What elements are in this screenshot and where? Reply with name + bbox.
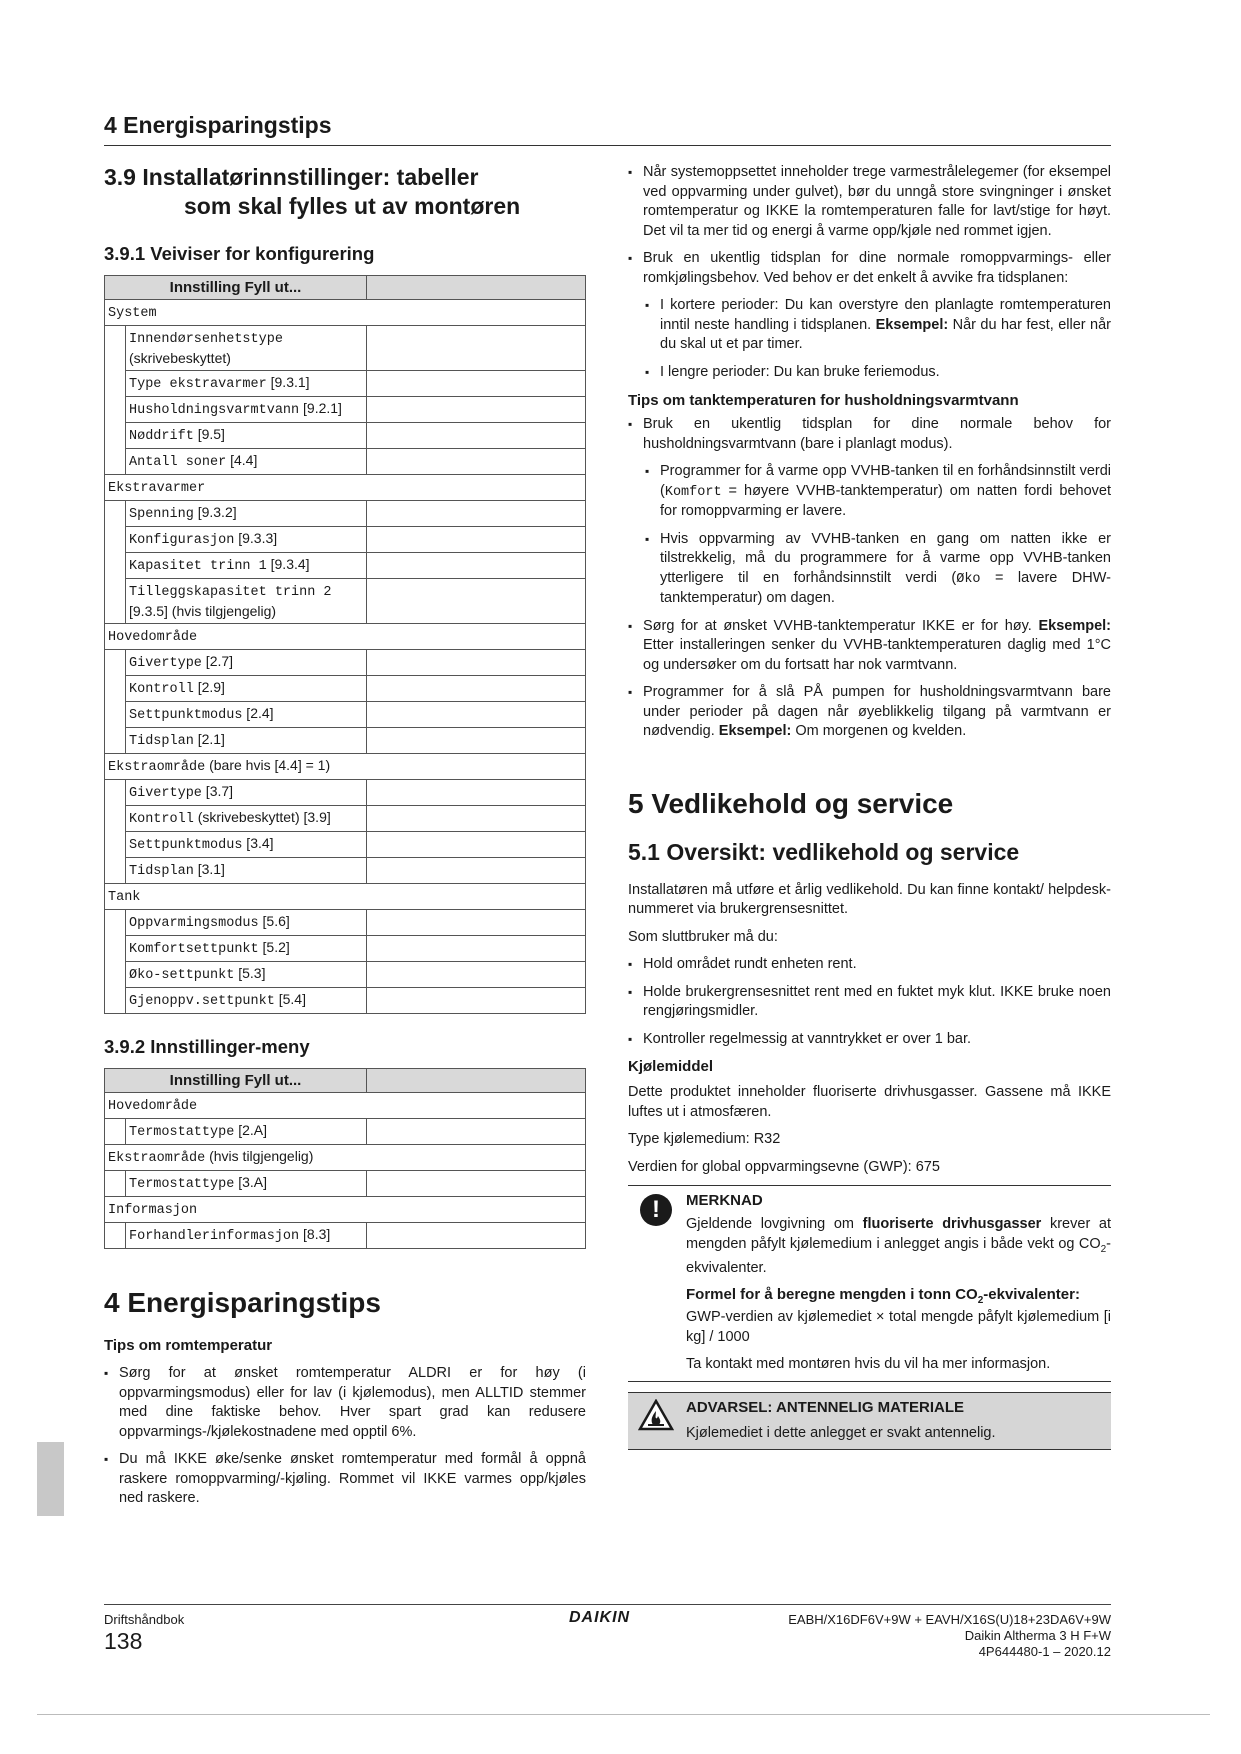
setting-name: Kapasitet trinn 1 — [129, 559, 267, 574]
setting-row — [126, 832, 367, 858]
group-row-ekstraomrade — [105, 754, 586, 780]
item-example-label: Eksempel: — [875, 316, 949, 333]
setting-row — [126, 449, 367, 475]
setting-name: Husholdningsvarmtvann — [129, 403, 300, 418]
tank-tips-list — [628, 415, 1111, 454]
item-text: Sørg for at ønsket VVHB-tanktemperatur IKKE er for høy. — [643, 617, 1039, 634]
setting-name: Settpunktmodus — [129, 708, 243, 723]
setting-ref: [3.7] — [201, 783, 234, 799]
setting-row — [126, 780, 367, 806]
footer-doc-type: Driftshåndbok — [104, 1612, 185, 1627]
setting-ref: [5.4] — [274, 991, 306, 1007]
setting-ref: [9.3.4] — [266, 556, 310, 572]
room-temp-tips-list — [104, 1364, 586, 1509]
tips-tank-heading: Tips om tanktemperaturen for husholdningsvarmtvann — [628, 392, 1019, 409]
setting-ref: [3.A] — [234, 1174, 268, 1190]
setting-ref: [5.3] — [234, 965, 266, 981]
setting-name: Tidsplan — [129, 864, 194, 879]
group-label: Ekstravarmer — [108, 481, 206, 496]
config-wizard-table — [104, 275, 586, 1014]
setting-name: Givertype — [129, 786, 202, 801]
paragraph: Type kjølemedium: R32 — [628, 1131, 781, 1147]
setting-name: Nøddrift — [129, 429, 194, 444]
paragraph: Verdien for global oppvarmingsevne (GWP): 675 — [628, 1158, 940, 1175]
fill-in-cell — [367, 910, 586, 936]
fill-in-cell — [367, 858, 586, 884]
group-label: Tank — [108, 890, 141, 905]
item-example-label: Eksempel: — [1038, 617, 1111, 634]
setting-row — [126, 501, 367, 527]
warning-box — [628, 1392, 1111, 1451]
section-3-9-2-heading: 3.9.2 Innstillinger-meny — [104, 1036, 310, 1057]
setting-name: Type ekstravarmer — [129, 377, 267, 392]
exclamation-icon: ! — [640, 1194, 672, 1226]
settings-menu-table — [104, 1068, 586, 1249]
setting-row — [126, 676, 367, 702]
item-text: Hvis oppvarming av VVHB-tanken en gang om natten ikke er tilstrekkelig, må du programmere for å varme opp VVHB-tanken ytterligere til en forhåndsinnstilt verdi ( — [660, 530, 1111, 586]
setting-name: Forhandlerinformasjon — [129, 1229, 300, 1244]
note-formula-part: Formel for å beregne mengden i tonn CO — [686, 1286, 978, 1304]
fill-in-cell — [367, 326, 586, 371]
setting-ref: [2.1] — [193, 731, 225, 747]
note-subscript: 2 — [1100, 1243, 1107, 1255]
fill-in-cell — [367, 397, 586, 423]
tank-sub-list — [628, 462, 1111, 609]
section-3-9-heading — [104, 163, 586, 221]
setting-name: Antall soner — [129, 455, 227, 470]
note-box — [628, 1185, 1111, 1382]
setting-name: Termostattype — [129, 1125, 235, 1140]
setting-name: Tidsplan — [129, 734, 194, 749]
group-label: Ekstraområde — [108, 760, 206, 775]
warning-title: ADVARSEL: ANTENNELIG MATERIALE — [686, 1398, 965, 1416]
group-label: Hovedområde — [108, 1099, 198, 1114]
setting-ref: [9.3.1] — [266, 374, 310, 390]
setting-row — [126, 326, 367, 371]
bottom-rule — [37, 1714, 1210, 1715]
right-column — [628, 163, 1111, 1450]
note-contact: Ta kontakt med montøren hvis du vil ha mer informasjon. — [686, 1356, 1051, 1373]
setting-ref: [9.3.5] (hvis tilgjengelig) — [129, 603, 277, 619]
fill-in-cell — [367, 527, 586, 553]
note-formula-text: GWP-verdien av kjølemediet × total mengde påfylt kjølemedium [i kg] / 1000 — [686, 1309, 1111, 1345]
setting-row — [126, 702, 367, 728]
fill-in-cell — [367, 728, 586, 754]
item-text: = høyere VVHB-tanktemperatur) om natten fordi behovet for romoppvarming er lavere. — [660, 482, 1111, 519]
setting-ref: (skrivebeskyttet) — [129, 350, 231, 366]
footer-rule — [104, 1604, 1111, 1605]
list-item: ▪ Sørg for at ønsket romtemperatur ALDRI er for høy (i oppvarmingsmodus) eller for lav (i kjølemodus), men ALLTID stemmer med dine faktiske behov. Hver spart grad kan redusere oppvarmings-/kjølekostnadene med opptil 6%. — [104, 1364, 586, 1442]
group-note: (bare hvis [4.4] = 1) — [205, 757, 331, 773]
setting-name: Settpunktmodus — [129, 838, 243, 853]
item-text: Etter installeringen senker du VVHB-tanktemperaturen daglig med 1°C og undersøker om du fortsatt har nok varmtvann. — [643, 637, 1111, 673]
setting-ref: [2.A] — [234, 1122, 268, 1138]
setting-ref: [4.4] — [226, 452, 258, 468]
table-header-blank — [367, 1069, 586, 1093]
footer-product-info — [788, 1612, 1111, 1660]
footer-doc-id: 4P644480-1 – 2020.12 — [978, 1644, 1111, 1659]
fill-in-cell — [367, 988, 586, 1014]
setting-row — [126, 397, 367, 423]
fill-in-cell — [367, 936, 586, 962]
setting-row — [126, 988, 367, 1014]
setting-name: Konfigurasjon — [129, 533, 235, 548]
setting-name: Tilleggskapasitet trinn 2 — [129, 585, 332, 600]
table-header-setting: Innstilling Fyll ut... — [105, 1069, 367, 1093]
setting-row — [126, 553, 367, 579]
group-row-ekstraomrade — [105, 1145, 586, 1171]
list-item: ▪ Hold området rundt enheten rent. — [628, 955, 1111, 975]
group-label: Hovedområde — [108, 630, 198, 645]
list-item — [645, 530, 1111, 609]
table-header-blank — [367, 276, 586, 300]
fill-in-cell — [367, 1171, 586, 1197]
header-rule — [104, 145, 1111, 146]
setting-ref: (skrivebeskyttet) [3.9] — [193, 809, 331, 825]
daikin-logo: DAIKIN — [569, 1609, 631, 1626]
footer-model-line: EABH/X16DF6V+9W + EAVH/X16S(U)18+23DA6V+9W — [788, 1612, 1111, 1627]
paragraph: Som sluttbruker må du: — [628, 928, 778, 945]
fill-in-cell — [367, 371, 586, 397]
warning-text: Kjølemediet i dette anlegget er svakt antennelig. — [686, 1424, 996, 1441]
list-item — [645, 296, 1111, 355]
refrigerant-heading: Kjølemiddel — [628, 1058, 714, 1075]
setting-row — [126, 936, 367, 962]
note-text-bold: fluoriserte drivhusgasser — [862, 1216, 1042, 1232]
schedule-sub-list — [628, 296, 1111, 382]
item-mono: Komfort — [664, 484, 722, 500]
setting-name: Spenning — [129, 507, 194, 522]
setting-ref: [2.4] — [242, 705, 274, 721]
section-3-9-heading-line2: som skal fylles ut av montøren — [184, 193, 521, 219]
fill-in-cell — [367, 650, 586, 676]
fill-in-cell — [367, 423, 586, 449]
setting-ref: [3.1] — [193, 861, 225, 877]
fill-in-cell — [367, 962, 586, 988]
setting-ref: [2.9] — [193, 679, 225, 695]
setting-row — [126, 806, 367, 832]
section-3-9-1-heading: 3.9.1 Veiviser for konfigurering — [104, 243, 375, 264]
group-note: (hvis tilgjengelig) — [205, 1148, 314, 1164]
setting-ref: [9.3.3] — [234, 530, 278, 546]
footer-product: Daikin Altherma 3 H F+W — [964, 1628, 1111, 1643]
setting-ref: [5.2] — [258, 939, 290, 955]
setting-ref: [9.5] — [193, 426, 225, 442]
group-row-informasjon — [105, 1197, 586, 1223]
paragraph: Installatøren må utføre et årlig vedlikehold. Du kan finne kontakt/ helpdesk-nummeret via brukergrensesnittet. — [628, 881, 1111, 917]
table-header-setting: Innstilling Fyll ut... — [105, 276, 367, 300]
chapter-4-heading: 4 Energisparingstips — [104, 1287, 381, 1318]
setting-row — [126, 1223, 367, 1249]
left-column — [104, 163, 586, 1509]
maintenance-list — [628, 955, 1111, 1049]
list-item: ▪ Holde brukergrensesnittet rent med en fuktet myk klut. IKKE bruke noen rengjøringsmidler. — [628, 983, 1111, 1022]
radiator-tips-list — [628, 163, 1111, 288]
item-text: Om morgenen og kvelden. — [791, 723, 967, 739]
setting-row — [126, 579, 367, 624]
group-label: Informasjon — [108, 1203, 198, 1218]
setting-row — [126, 371, 367, 397]
setting-row — [126, 1171, 367, 1197]
list-item: ▪ I lengre perioder: Du kan bruke feriemodus. — [645, 363, 1111, 383]
chapter-5-heading: 5 Vedlikehold og service — [628, 787, 954, 819]
note-formula-heading — [686, 1286, 1111, 1306]
setting-row — [126, 962, 367, 988]
note-text — [686, 1215, 1111, 1278]
note-subscript: 2 — [977, 1295, 984, 1307]
fill-in-cell — [367, 1119, 586, 1145]
list-item: ▪ Når systemoppsettet inneholder trege varmestrålelegemer (for eksempel ved oppvarming under gulvet), bør du unngå store svingninger i ønsket romtemperatur og IKKE la romtemperaturen falle for lavt/stige for høyt. Det vil ta mer tid og energi å varme opp/kjøle ned rommet igjen. — [628, 163, 1111, 241]
item-text: I kortere perioder: Du kan overstyre den planlagte romtemperaturen inntil neste handling i tidsplanen. — [660, 297, 1111, 333]
group-row-system — [105, 300, 586, 326]
note-formula-part: -ekvivalenter: — [983, 1286, 1080, 1304]
note-text-part: Gjeldende lovgivning om — [686, 1216, 863, 1232]
group-row-hovedomrade — [105, 1093, 586, 1119]
page-number: 138 — [104, 1628, 143, 1654]
item-example-label: Eksempel: — [718, 723, 792, 739]
setting-row — [126, 527, 367, 553]
item-text: = lavere DHW-tanktemperatur) om dagen. — [660, 569, 1111, 606]
setting-ref: [9.3.2] — [193, 504, 237, 520]
fill-in-cell — [367, 832, 586, 858]
list-item — [628, 617, 1111, 676]
setting-name: Øko-settpunkt — [129, 968, 235, 983]
setting-ref: [9.2.1] — [299, 400, 342, 416]
setting-ref: [8.3] — [299, 1226, 331, 1242]
tips-room-temp-heading: Tips om romtemperatur — [104, 1337, 273, 1354]
fill-in-cell — [367, 780, 586, 806]
section-5-1-heading: 5.1 Oversikt: vedlikehold og service — [628, 838, 1020, 865]
list-item: ▪ Kontroller regelmessig at vanntrykket er over 1 bar. — [628, 1030, 1111, 1050]
setting-name: Oppvarmingsmodus — [129, 916, 259, 931]
fill-in-cell — [367, 579, 586, 624]
list-item: ▪ Bruk en ukentlig tidsplan for dine normale romoppvarmings- eller romkjølingsbehov. Ved behov er det enkelt å avvike fra tidsplanen: — [628, 249, 1111, 288]
list-item — [628, 683, 1111, 742]
fill-in-cell — [367, 676, 586, 702]
fill-in-cell — [367, 553, 586, 579]
setting-row — [126, 1119, 367, 1145]
setting-ref: [5.6] — [258, 913, 290, 929]
fill-in-cell — [367, 702, 586, 728]
flammable-warning-icon — [638, 1399, 674, 1431]
setting-row — [126, 910, 367, 936]
list-item — [645, 462, 1111, 522]
fill-in-cell — [367, 501, 586, 527]
group-row-tank — [105, 884, 586, 910]
setting-ref: [3.4] — [242, 835, 274, 851]
note-title: MERKNAD — [686, 1192, 763, 1209]
item-text: Programmer for å slå PÅ pumpen for husholdningsvarmtvann bare under perioder på dagen når øyeblikkelig tilgang på varmtvann er nødvendig. — [643, 684, 1111, 739]
setting-name: Komfortsettpunkt — [129, 942, 259, 957]
tank-tips-list-2 — [628, 617, 1111, 742]
item-text: Når du har fest, eller når du skal ut et par timer. — [660, 316, 1111, 352]
note-text-part: -ekvivalenter. — [686, 1235, 1111, 1276]
list-item: ▪ Du må IKKE øke/senke ønsket romtemperatur med formål å oppnå raskere romoppvarming/-kjøling. Rommet vil IKKE varmes opp/kjøles ned raskere. — [104, 1450, 586, 1509]
setting-name: Kontroll — [129, 682, 194, 697]
setting-name: Kontroll — [129, 812, 194, 827]
setting-name: Termostattype — [129, 1177, 235, 1192]
list-item: ▪ Bruk en ukentlig tidsplan for dine normale behov for husholdningsvarmtvann (bare i planlagt modus). — [628, 415, 1111, 454]
group-label: System — [108, 306, 157, 321]
fill-in-cell — [367, 1223, 586, 1249]
item-mono: Øko — [956, 571, 981, 587]
chapter-side-tab — [37, 1442, 64, 1516]
setting-name: Gjenoppv.settpunkt — [129, 994, 275, 1009]
group-label: Ekstraområde — [108, 1151, 206, 1166]
setting-row — [126, 858, 367, 884]
fill-in-cell — [367, 449, 586, 475]
note-text-part: krever at mengden påfylt kjølemedium i anlegget angis i både vekt og CO — [686, 1216, 1111, 1252]
setting-row — [126, 650, 367, 676]
group-row-hovedomrade — [105, 624, 586, 650]
setting-name: Innendørsenhetstype — [129, 332, 283, 347]
section-3-9-heading-line1: 3.9 Installatørinnstillinger: tabeller — [104, 164, 479, 190]
setting-row — [126, 423, 367, 449]
fill-in-cell — [367, 806, 586, 832]
setting-ref: [2.7] — [201, 653, 234, 669]
paragraph: Dette produktet inneholder fluoriserte drivhusgasser. Gassene må IKKE luftes ut i atmosfæren. — [628, 1084, 1111, 1120]
setting-row — [126, 728, 367, 754]
setting-name: Givertype — [129, 656, 202, 671]
group-row-ekstravarmer — [105, 475, 586, 501]
page-header: 4 Energisparingstips — [104, 112, 332, 138]
item-text: Programmer for å varme opp VVHB-tanken til en forhåndsinnstilt verdi ( — [660, 463, 1111, 499]
